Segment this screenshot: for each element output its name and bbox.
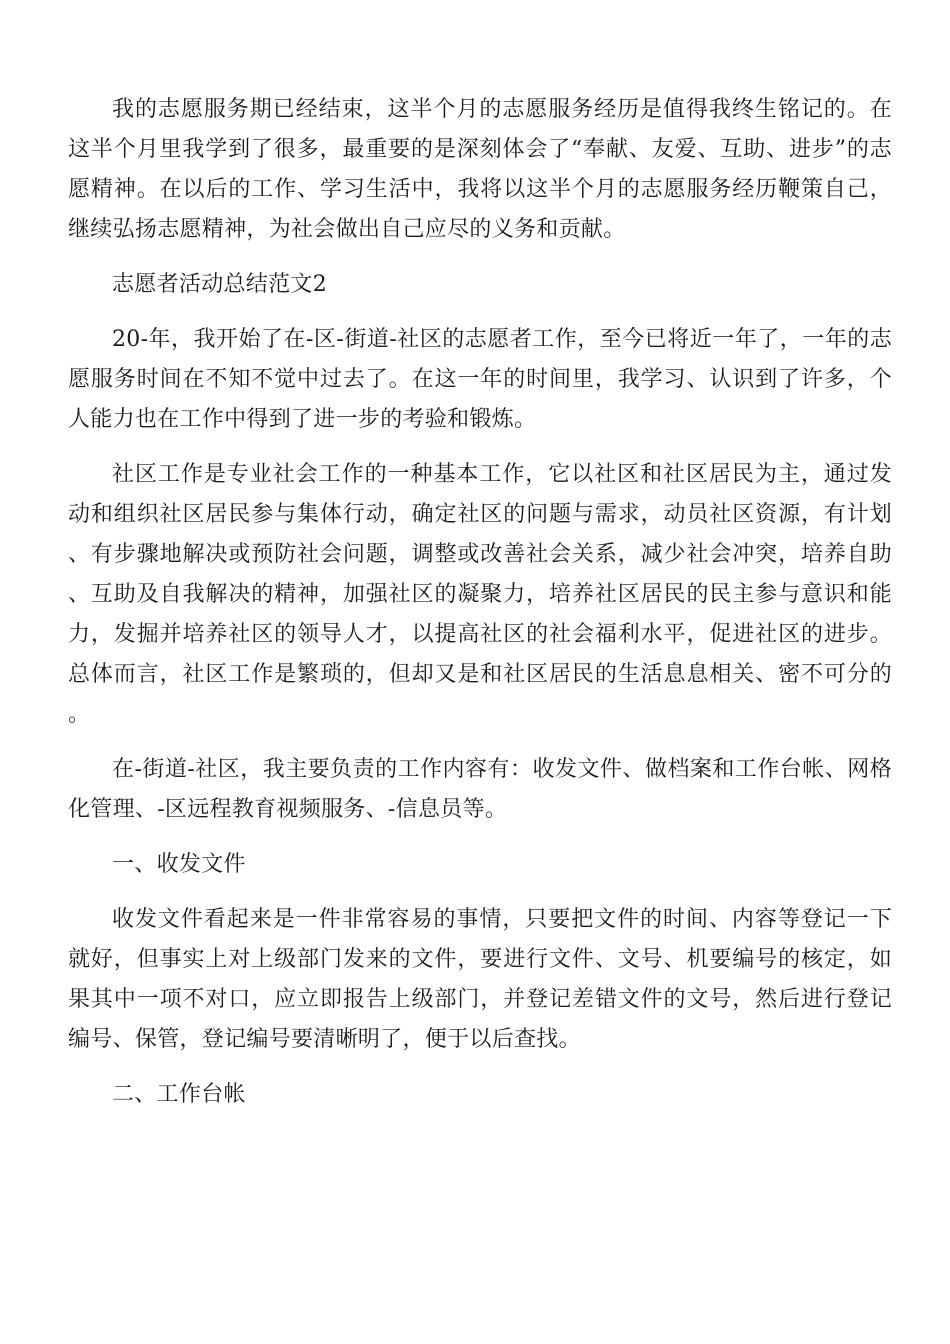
paragraph-volunteer-conclusion: 我的志愿服务期已经结束，这半个月的志愿服务经历是值得我终生铭记的。在这半个月里我学到了很多，最重要的是深刻体会了“奉献、友爱、互助、进步”的志愿精神。在以后的工作、学习生活中，我将以这半个月的志愿服务经历鞭策自己，继续弘扬志愿精神，为社会做出自己应尽的义务和贡献。	[68, 97, 892, 242]
paragraph-responsibilities: 在-街道-社区，我主要负责的工作内容有：收发文件、做档案和工作台帐、网格化管理、-区远程教育视频服务、-信息员等。	[68, 757, 892, 822]
document-body	[68, 90, 892, 1130]
paragraph-document-handling: 收发文件看起来是一件非常容易的事情，只要把文件的时间、内容等登记一下就好，但事实上对上级部门发来的文件，要进行文件、文号、机要编号的核定，如果其中一项不对口，应立即报告上级部门，并登记差错文件的文号，然后进行登记编号、保管，登记编号要清晰明了，便于以后查找。	[68, 907, 892, 1052]
paragraph-community-work-intro: 20-年，我开始了在-区-街道-社区的志愿者工作，至今已将近一年了，一年的志愿服务时间在不知不觉中过去了。在这一年的时间里，我学习、认识到了许多，个人能力也在工作中得到了进一步的考验和锻炼。	[68, 327, 892, 432]
section-heading-documents: 一、收发文件	[112, 852, 246, 877]
section-title-summary-2: 志愿者活动总结范文2	[112, 272, 327, 297]
section-heading-work-ledger: 二、工作台帐	[112, 1082, 246, 1107]
paragraph-community-work-definition: 社区工作是专业社会工作的一种基本工作，它以社区和社区居民为主，通过发动和组织社区居民参与集体行动，确定社区的问题与需求，动员社区资源，有计划、有步骤地解决或预防社会问题，调整或改善社会关系，减少社会冲突，培养自助、互助及自我解决的精神，加强社区的凝聚力，培养社区居民的民主参与意识和能力，发掘并培养社区的领导人才，以提高社区的社会福利水平，促进社区的进步。总体而言，社区工作是繁琐的，但却又是和社区居民的生活息息相关、密不可分的。	[68, 462, 892, 727]
